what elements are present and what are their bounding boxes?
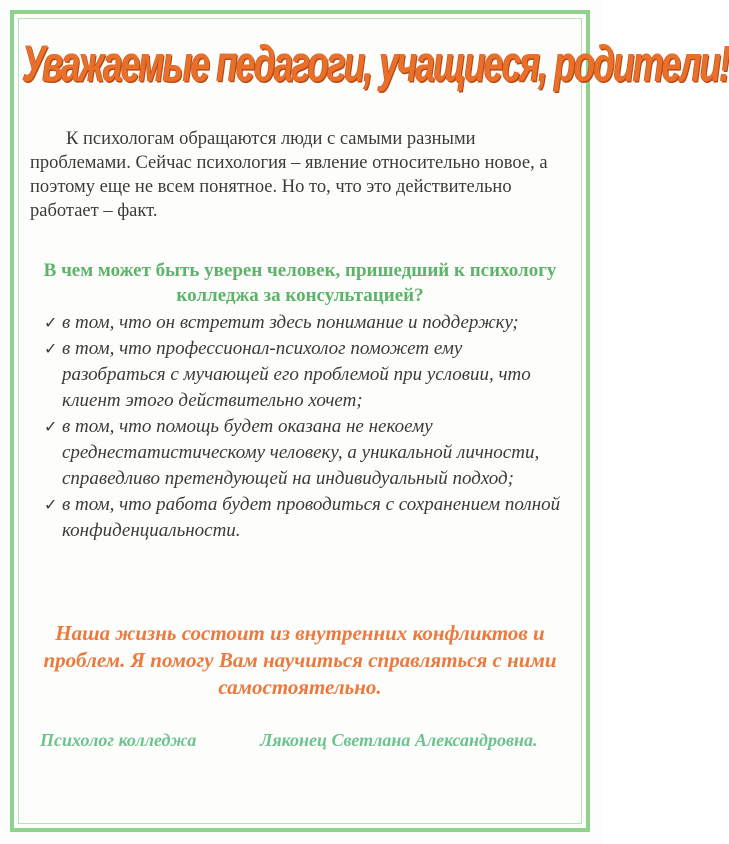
list-item	[44, 414, 564, 492]
assurance-list	[44, 310, 564, 544]
check-mark-icon: ✓	[44, 495, 58, 514]
signature-role: Психолог колледжа	[40, 730, 197, 750]
list-item-text: в том, что он встретит здесь понимание и поддержку;	[62, 312, 519, 333]
closing-message: Наша жизнь состоит из внутренних конфликтов и проблем. Я помогу Вам научиться справляться с ними самостоятельно.	[43, 621, 557, 699]
headline-title: Уважаемые педагоги, учащиеся, родители!	[22, 36, 729, 93]
check-mark-icon: ✓	[44, 313, 58, 332]
check-mark-icon: ✓	[44, 339, 58, 358]
signature-name: Ляконец Светлана Александровна.	[260, 730, 538, 750]
list-item-text: в том, что профессионал-психолог поможет ему разобраться с мучающей его проблемой при условии, что клиент этого действительно хочет;	[62, 338, 531, 411]
list-item-text: в том, что помощь будет оказана не некоему среднестатистическому человеку, а уникальной личности, справедливо претендующей на индивидуальный подход;	[62, 416, 540, 489]
question-heading: В чем может быть уверен человек, пришедший к психологу колледжа за консультацией?	[43, 260, 557, 306]
list-item	[44, 492, 564, 544]
intro-paragraph: К психологам обращаются люди с самыми разными проблемами. Сейчас психология – явление относительно новое, а поэтому еще не всем понятное. Но то, что это действительно работает – факт.	[30, 129, 548, 221]
list-item-text: в том, что работа будет проводиться с сохранением полной конфиденциальности.	[62, 494, 561, 541]
list-item	[44, 336, 564, 414]
check-mark-icon: ✓	[44, 417, 58, 436]
list-item	[44, 310, 564, 336]
